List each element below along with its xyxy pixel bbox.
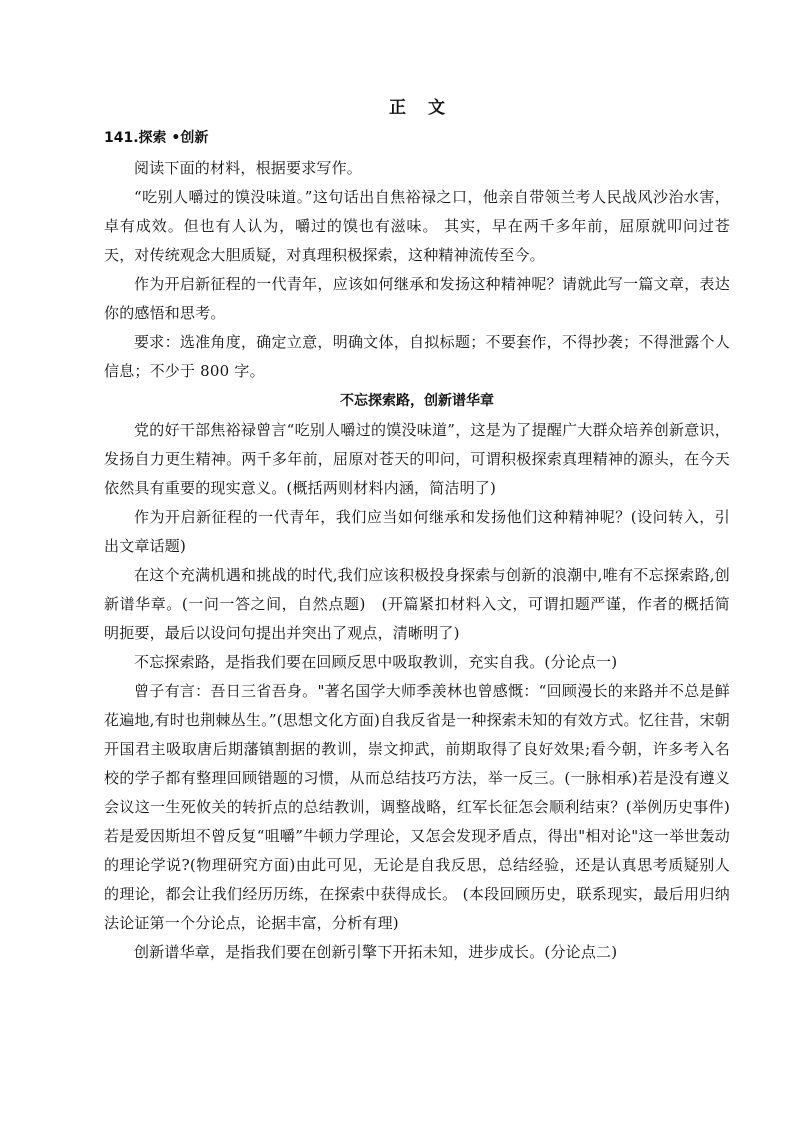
essay-paragraph: 创新谱华章，是指我们要在创新引擎下开拓未知，进步成长。(分论点二) (134, 943, 618, 961)
essay-paragraph: 在这个充满机遇和挑战的时代,我们应该积极投身探索与创新的浪潮中,唯有不忘探索路,创新谱华章。(一问一答之间，自然点题) (开篇紧扣材料入文，可谓扣题严谨，作者的概括简明扼要，最后以设问句提出并突出了观点，清晰明了) (104, 566, 730, 642)
prompt-requirements: 要求：选准角度，确定立意，明确文体，自拟标题；不要套作，不得抄袭；不得泄露个人信息；不少于 800 字。 (104, 333, 730, 380)
prompt-instruction: 阅读下面的材料，根据要求写作。 (134, 159, 363, 177)
prompt-question: 作为开启新征程的一代青年，应该如何继承和发扬这种精神呢？请就此写一篇文章，表达你的感悟和思考。 (104, 275, 730, 322)
essay-paragraph: 作为开启新征程的一代青年，我们应当如何继承和发扬他们这种精神呢？(设问转入，引出文章话题) (104, 508, 730, 555)
page-title: 正 文 (389, 98, 453, 118)
essay-title: 不忘探索路，创新谱华章 (340, 393, 494, 409)
prompt-material: “吃别人嚼过的馍没味道。”这句话出自焦裕禄之口，他亲自带领兰考人民战风沙治水害，卓有成效。但也有人认为，嚼过的馍也有滋味。 其实，早在两千多年前，屈原就叩问过苍天，对传统观念大胆质疑，对真理积极探索，这种精神流传至今。 (104, 188, 730, 264)
essay-paragraph: 党的好干部焦裕禄曾言“吃别人嚼过的馍没味道”，这是为了提醒广大群众培养创新意识，发扬自力更生精神。两千多年前，屈原对苍天的叩问，可谓积极探索真理精神的源头，在今天依然具有重要的现实意义。(概括两则材料内涵，简洁明了) (104, 421, 730, 497)
essay-paragraph: 曾子有言：吾日三省吾身。"著名国学大师季羡林也曾感慨：“回顾漫长的来路并不总是鲜花遍地,有时也荆棘丛生。”(思想文化方面)自我反省是一种探索未知的有效方式。忆往昔，宋朝开国君主吸取唐后期藩镇割据的教训，崇文抑武，前期取得了良好效果;看今朝，许多考入名校的学子都有整理回顾错题的习惯，从而总结技巧方法，举一反三。(一脉相承)若是没有遵义会议这一生死攸关的转折点的总结教训，调整战略，红军长征怎会顺利结束？(举例历史事件)若是爱因斯坦不曾反复“咀嚼”牛顿力学理论，又怎会发现矛盾点，得出"相对论"这一举世轰动的理论学说?(物理研究方面)由此可见，无论是自我反思，总结经验，还是认真思考质疑别人的理论，都会让我们经历历练，在探索中获得成长。 (本段回顾历史，联系现实，最后用归纳法论证第一个分论点，论据丰富，分析有理) (104, 682, 730, 932)
topic-heading: 141.探索 •创新 (104, 130, 209, 146)
essay-paragraph: 不忘探索路，是指我们要在回顾反思中吸取教训，充实自我。(分论点一) (134, 653, 618, 671)
page-content (104, 92, 730, 967)
